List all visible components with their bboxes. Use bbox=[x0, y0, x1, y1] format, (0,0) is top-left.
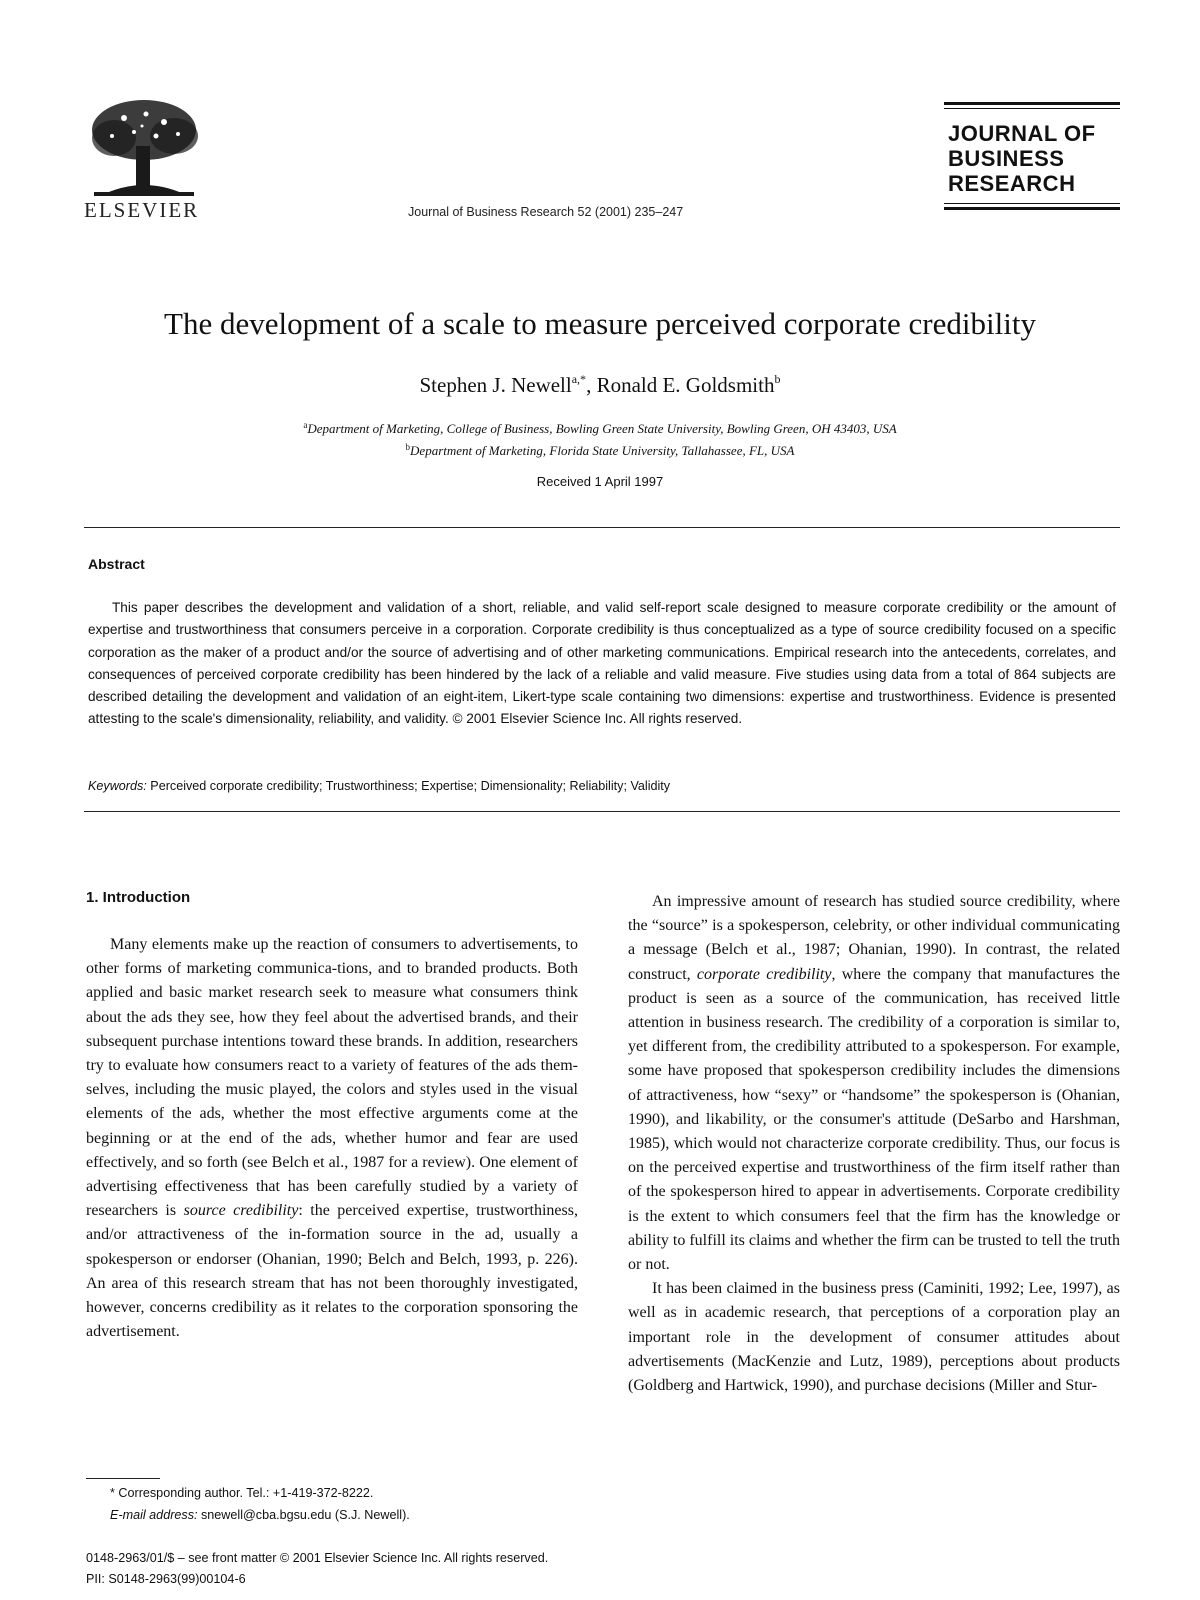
divider-top bbox=[84, 527, 1120, 528]
author-2-marks: b bbox=[774, 372, 781, 386]
journal-name-line-3: RESEARCH bbox=[948, 171, 1076, 196]
paragraph-text: An impressive amount of research has studied source credibility, where the “source” is a spokesperson, celebrity, or other individual communicating a message (Belch et al., 1987; Ohanian, 1990). In contrast, the related construct, bbox=[628, 893, 1120, 983]
affiliation-b bbox=[0, 442, 1200, 459]
author-separator: , bbox=[586, 373, 597, 397]
paragraph-text: : the perceived expertise, trustworthiness, and/or attractiveness of the in-formation source in the ad, usually a spokesperson or endorser (Ohanian, 1990; Belch and Belch, 1993, p. 226). An area of this research stream that has not been thoroughly investigated, however, concerns credibility as it relates to the corporation sponsoring the advertisement. bbox=[86, 1202, 578, 1341]
brand-rule-bottom bbox=[944, 203, 1120, 210]
abstract-heading: Abstract bbox=[88, 556, 145, 572]
journal-name-line-2: BUSINESS bbox=[948, 146, 1065, 171]
author-1-marks: a,* bbox=[571, 372, 587, 386]
body-column-right bbox=[628, 890, 1120, 1398]
body-column-left bbox=[86, 888, 578, 1344]
author-newell: Stephen J. Newell bbox=[419, 373, 572, 397]
publisher-name: ELSEVIER bbox=[84, 198, 200, 222]
italic-term: corporate credibility bbox=[696, 965, 832, 983]
footnote-corresponding: * Corresponding author. Tel.: +1-419-372-8222. bbox=[110, 1486, 374, 1500]
pii-line: PII: S0148-2963(99)00104-6 bbox=[86, 1572, 246, 1586]
paragraph bbox=[86, 933, 578, 1344]
email-label: E-mail address: bbox=[110, 1508, 198, 1522]
paragraph-text: Many elements make up the reaction of consumers to advertisements, to other forms of marketing communica-tions, and to branded products. Both applied and basic market research seek to measure what consumers think about the ads they see, how they feel about the advertised brands, and their subsequent purchase intentions toward these brands. In addition, researchers try to evaluate how consumers react to a variety of features of the ads them-selves, including the music played, the colors and styles used in the visual elements of the ads, whether the most effective arguments come at the beginning or at the end of the ads, whether humor and fear are used effectively, and so forth (see Belch et al., 1987 for a review). One element of advertising effectiveness that has been carefully studied by a variety of researchers is bbox=[86, 936, 578, 1220]
abstract-text: This paper describes the development and validation of a short, reliable, and valid self-report scale designed to measure corporate credibility or the amount of expertise and trustworthiness that consumers perceive in a corporation. Corporate credibility is thus conceptualized as a type of source credibility focused on a specific corporation as the maker of a product and/or the source of advertising and of other marketing communications. Empirical research into the antecedents, correlates, and consequences of perceived corporate credibility has been hindered by the lack of a reliable and valid measure. Five studies using data from a total of 864 subjects are described detailing the development and validation of an eight-item, Likert-type scale containing two dimensions: expertise and trustworthiness. Evidence is presented attesting to the scale's dimensionality, reliability, and validity. © 2001 Elsevier Science Inc. All rights reserved. bbox=[88, 600, 1116, 727]
article-title: The development of a scale to measure perceived corporate credibility bbox=[164, 306, 1036, 341]
affiliation-b-mark: b bbox=[405, 442, 411, 452]
affiliation-a-text: Department of Marketing, College of Business, Bowling Green State University, Bowling Green, OH 43403, USA bbox=[307, 421, 897, 436]
journal-citation: Journal of Business Research 52 (2001) 235–247 bbox=[408, 205, 684, 219]
brand-rule-top bbox=[944, 102, 1120, 109]
journal-name-line-1: JOURNAL OF bbox=[948, 121, 1096, 146]
affiliation-a-mark: a bbox=[303, 420, 308, 430]
received-date: Received 1 April 1997 bbox=[536, 474, 664, 489]
divider-bottom bbox=[84, 811, 1120, 812]
paragraph: It has been claimed in the business press (Caminiti, 1992; Lee, 1997), as well as in academic research, that perceptions of a corporation play an important role in the development of consumer attitudes about advertisements (MacKenzie and Lutz, 1989), perceptions about products (Goldberg and Hartwick, 1990), and purchase decisions (Miller and Stur- bbox=[628, 1280, 1120, 1395]
affiliation-a bbox=[0, 420, 1200, 437]
keywords-list: Perceived corporate credibility; Trustworthiness; Expertise; Dimensionality; Reliability; Validity bbox=[150, 779, 671, 793]
author-list bbox=[0, 372, 1200, 398]
journal-brand bbox=[944, 102, 1120, 210]
copyright-line: 0148-2963/01/$ – see front matter © 2001 Elsevier Science Inc. All rights reserved. bbox=[86, 1551, 549, 1565]
italic-term: source credibility bbox=[183, 1202, 299, 1220]
section-heading-introduction: 1. Introduction bbox=[86, 889, 191, 906]
affiliation-b-text: Department of Marketing, Florida State University, Tallahassee, FL, USA bbox=[410, 443, 795, 458]
keywords-label: Keywords: bbox=[88, 779, 147, 793]
paragraph bbox=[628, 890, 1120, 1277]
paragraph-text: , where the company that manufactures the product is seen as a source of the communication, has received little attention in business research. The credibility of a corporation is similar to, yet different from, the credibility attributed to a spokesperson. For example, some have proposed that spokesperson credibility includes the dimensions of attractiveness, how “sexy” or “handsome” the spokesperson is (Ohanian, 1990), and likability, or the consumer's attitude (DeSarbo and Harshman, 1985), which would not characterize corporate credibility. Thus, our focus is on the perceived expertise and trustworthiness of the firm itself rather than of the spokesperson hired to appear in advertisements. Corporate credibility is the extent to which consumers feel that the firm has the knowledge or ability to fulfill its claims and whether the firm can be trusted to tell the truth or not. bbox=[628, 965, 1121, 1274]
footnote-rule bbox=[86, 1478, 160, 1479]
keywords bbox=[88, 779, 1116, 793]
email-address[interactable]: snewell@cba.bgsu.edu (S.J. Newell). bbox=[197, 1508, 410, 1522]
author-goldsmith: Ronald E. Goldsmith bbox=[596, 373, 775, 397]
footnote-email bbox=[110, 1508, 410, 1522]
